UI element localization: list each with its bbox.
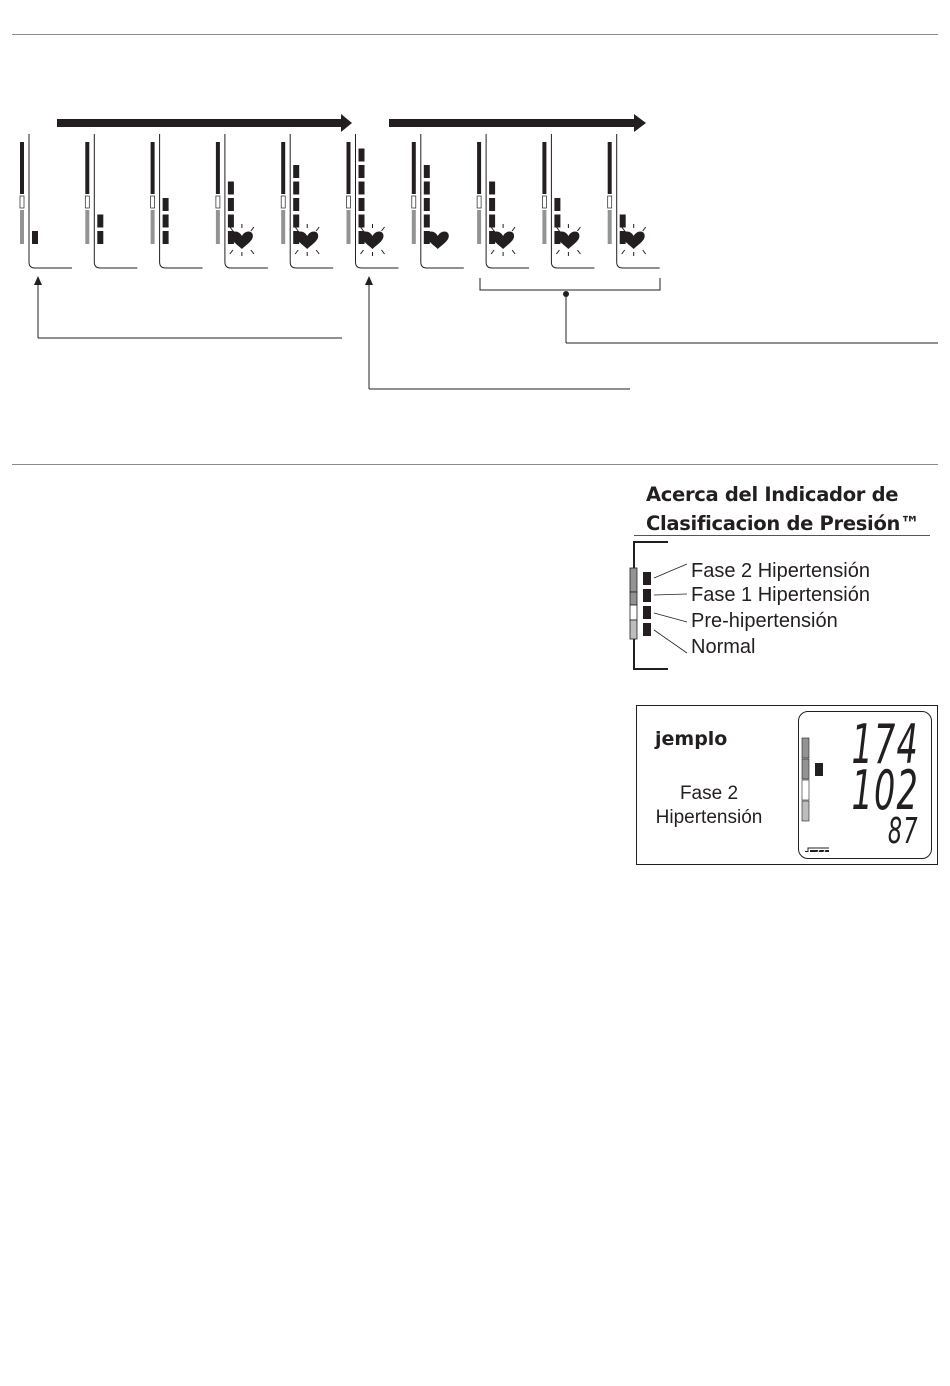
heart-icon: [231, 232, 253, 250]
level-block: [163, 231, 169, 244]
sequence-frame: [216, 134, 268, 268]
scale-normal: [630, 620, 637, 639]
legend-stage2-label: Fase 2 Hipertensión: [691, 560, 870, 582]
level-block: [489, 182, 495, 195]
level-block-stage2: [643, 572, 651, 585]
scale-strip-gray: [85, 210, 89, 244]
scale-strip-dark: [542, 142, 546, 194]
sequence-frame: [85, 134, 137, 268]
sequence-frame: [281, 134, 333, 268]
sequence-frame: [412, 134, 464, 268]
scale-stage2: [630, 568, 637, 592]
scale-strip-dark: [85, 142, 89, 194]
level-block: [359, 182, 365, 195]
inflation-arrow: [57, 114, 352, 132]
classification-title-line1: Acerca del Indicador de: [646, 483, 899, 506]
scale-strip-white: [216, 196, 220, 208]
heart-icon: [623, 232, 645, 250]
top-rule: [12, 34, 938, 35]
scale-strip-gray: [216, 210, 220, 244]
callout-peak: [369, 280, 630, 389]
scale-strip-gray: [542, 210, 546, 244]
scale-strip-dark: [347, 142, 351, 194]
scale-strip-white: [20, 196, 24, 208]
scale-strip-white: [608, 196, 612, 208]
example-box: [636, 705, 938, 865]
scale-strip-white: [347, 196, 351, 208]
level-block: [163, 198, 169, 211]
scale-strip-white: [477, 196, 481, 208]
lcd-scale-prehyper: [802, 780, 809, 800]
level-block: [359, 198, 365, 211]
level-block: [359, 165, 365, 178]
level-block: [97, 215, 103, 228]
level-block: [293, 165, 299, 178]
level-block: [228, 198, 234, 211]
scale-strip-white: [281, 196, 285, 208]
scale-strip-white: [85, 196, 89, 208]
sequence-frame: [608, 134, 660, 268]
sequence-frame: [477, 134, 529, 268]
heart-icon: [427, 232, 449, 250]
legend-stage1-label: Fase 1 Hipertensión: [691, 584, 870, 606]
scale-strip-gray: [151, 210, 155, 244]
lcd-scale-stage1: [802, 759, 809, 779]
scale-strip-gray: [20, 210, 24, 244]
frame-border: [617, 134, 660, 268]
heart-icon: [362, 232, 384, 250]
legend-prehyper-label: Pre-hipertensión: [691, 610, 838, 632]
scale-strip-white: [542, 196, 546, 208]
level-block: [359, 149, 365, 162]
level-block: [228, 182, 234, 195]
level-block-normal: [643, 623, 651, 636]
classification-title: [646, 480, 946, 538]
sequence-frame: [347, 134, 399, 268]
indicator-bracket: [634, 542, 668, 669]
level-block: [293, 198, 299, 211]
callout-start-arrowhead: [34, 276, 42, 285]
scale-stage1: [630, 592, 637, 605]
diastolic-value: 102: [851, 759, 919, 822]
leader-stage1: [654, 594, 687, 595]
level-block: [359, 215, 365, 228]
example-lcd-display: [798, 711, 932, 859]
sequence-frame: [151, 134, 203, 268]
scale-strip-gray: [412, 210, 416, 244]
callout-start: [38, 280, 342, 338]
level-block: [163, 215, 169, 228]
lcd-level-block: [815, 763, 823, 776]
level-block: [620, 215, 626, 228]
scale-strip-gray: [281, 210, 285, 244]
example-classification-line2: Hipertensión: [655, 807, 763, 828]
leader-prehyper: [654, 613, 687, 622]
level-block: [489, 215, 495, 228]
scale-strip-dark: [281, 142, 285, 194]
heart-icon: [557, 232, 579, 250]
level-block: [489, 198, 495, 211]
lcd-scale-normal: [802, 801, 809, 821]
systolic-value: 174: [851, 713, 919, 776]
legend-normal-label: Normal: [691, 636, 756, 658]
heart-icon: [296, 232, 318, 250]
scale-prehyper: [630, 605, 637, 620]
heart-icon: [492, 232, 514, 250]
lcd-scale-stage2: [802, 738, 809, 758]
level-block: [554, 215, 560, 228]
measurement-sequence-diagram: [0, 100, 950, 400]
scale-strip-dark: [20, 142, 24, 194]
pulse-value: 87: [888, 811, 919, 852]
level-block: [293, 215, 299, 228]
lcd-indicator-scale: [799, 712, 829, 852]
level-block: [424, 215, 430, 228]
level-block: [97, 231, 103, 244]
scale-strip-white: [412, 196, 416, 208]
level-block: [32, 231, 38, 244]
example-title: jemplo: [655, 728, 728, 750]
bracket-dot: [563, 291, 569, 297]
level-block: [424, 182, 430, 195]
scale-strip-dark: [412, 142, 416, 194]
scale-strip-dark: [216, 142, 220, 194]
scale-strip-dark: [477, 142, 481, 194]
scale-strip-gray: [347, 210, 351, 244]
level-block: [554, 198, 560, 211]
leader-normal: [654, 630, 687, 653]
scale-strip-gray: [608, 210, 612, 244]
frame-border: [29, 134, 72, 268]
level-block-prehyper: [643, 606, 651, 619]
leader-stage2: [654, 564, 687, 578]
sequence-frame: [20, 134, 72, 268]
scale-strip-white: [151, 196, 155, 208]
deflation-bracket: [480, 278, 938, 343]
example-classification-line1: Fase 2: [679, 783, 739, 804]
sequence-frame: [542, 134, 594, 268]
frame-border: [94, 134, 137, 268]
level-block: [293, 182, 299, 195]
battery-icon: [805, 848, 829, 852]
level-block: [424, 198, 430, 211]
scale-strip-dark: [151, 142, 155, 194]
callout-peak-arrowhead: [365, 276, 373, 285]
deflation-arrow: [389, 114, 646, 132]
scale-strip-dark: [608, 142, 612, 194]
scale-strip-gray: [477, 210, 481, 244]
level-block: [228, 215, 234, 228]
example-classification: [643, 782, 775, 830]
classification-title-line2: Clasificacion de Presión™: [646, 512, 920, 535]
level-block-stage1: [643, 589, 651, 602]
section-rule: [12, 464, 938, 465]
level-block: [424, 165, 430, 178]
